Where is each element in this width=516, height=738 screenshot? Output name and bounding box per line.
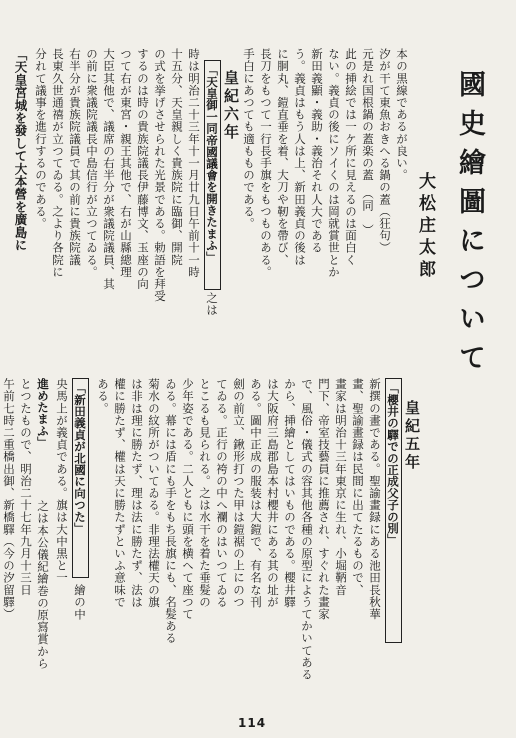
text-column: 元是れ国根鍋の蓋楽の蓋 （同 ） <box>361 48 375 236</box>
text-column: ゐる。幕には盾にも手をもち長旗にも、名髪ある <box>164 378 178 645</box>
text-column: 新撰の畫である。聖諭畫録にある池田長秋華 <box>368 378 382 620</box>
text-column: 十五分、天皇親しく貴族院に臨御、開院 <box>170 48 184 266</box>
text-column: 少年姿である。二人ともに頭を横へて座つて <box>181 378 195 620</box>
text-column: 央馬上が義貞である。旗は大中黒と一 <box>55 378 69 584</box>
page-number: 114 <box>238 716 267 730</box>
text-column: から、挿繪としてはいものである。櫻井驛 <box>283 378 297 608</box>
text-column: 繪の中 <box>73 584 87 621</box>
text-column: 大臣其他で、議席の右半分が衆議院議員、其 <box>102 48 116 290</box>
caption-heading: 「櫻井の驛での正成父子の別」 <box>386 382 400 546</box>
text-column: は非は理に勝たず、理は法に勝たず、法は <box>130 378 144 608</box>
article-title: 國史繪圖について <box>454 70 485 382</box>
text-column: するのは時の貴族院議長伊藤博文、玉座の向 <box>136 48 150 290</box>
text-column: 劍の前立、鍬形打つた甲は鎧裾の上にのつ <box>232 378 246 608</box>
caption-heading: 進めたまふ」 <box>36 378 50 449</box>
text-column: の式を挙げさせられた光景である。勅語を拜受 <box>153 48 167 303</box>
caption-heading: 「天皇御一同帝國議會を開きたまふ」 <box>205 64 219 263</box>
text-column: 新田義顯・義助・義治それ人大である <box>310 48 324 254</box>
text-column: 之は本公儀紀繪巻の原寫賞から <box>36 500 50 670</box>
text-column: の前に衆議院議長中島信行が立つてゐる。 <box>85 48 99 278</box>
caption-heading: 「天皇宮城を發して大本營を廣島に <box>13 48 28 252</box>
text-column: 菊水の紋所がついてゐる。非理法權天の旗 <box>147 378 161 608</box>
text-column: 長刀をもつて一行長手旗をもつものある。 <box>259 48 273 278</box>
text-column: に胴丸、鎧直垂を着、大刀や靭を帶び、 <box>276 48 290 266</box>
text-column: 汐が干て東魚おきへる鍋の蓋（狂句） <box>378 48 392 254</box>
section-heading: 皇紀六年 <box>222 70 240 142</box>
text-column: ない。義貞の後にソイくのは岡就賞世とか <box>327 48 341 278</box>
text-column: 之は <box>205 292 219 317</box>
author-name: 大松庄太郎 <box>415 172 435 282</box>
text-column: 手白にあつても適もものである。 <box>242 48 256 230</box>
caption-heading: 「新田義貞が北國に向つた」 <box>73 382 87 535</box>
text-column: 長東久世通禧が立つてゐる。之より各院に <box>51 48 65 278</box>
text-column: 午前七時二重橋出御、新橋驛（今の汐留驛） <box>2 378 16 620</box>
text-column: てゐる。正行の袴の中へ襴のはいつてゐる <box>215 378 229 608</box>
text-column: 此の挿絵では一ケ所に見えるのは面白く <box>344 48 358 266</box>
text-column: ある。圖中正成の服装は大鎧で、有名な刊 <box>249 378 263 608</box>
text-column: とつたもので、明治二十七年九月十三日 <box>19 378 33 596</box>
text-column: で、風俗・儀式の容其他各種の原型にようてかいてある <box>300 378 314 681</box>
text-column: 本の黒線であるが良い。 <box>395 48 409 182</box>
text-column: 右半分が貴族院議員で其の前に貴族院議 <box>68 48 82 266</box>
text-column: 畫、聖諭畫録は民間に出てたるもので、 <box>351 378 365 596</box>
text-column: 門下、帝室技藝員に推薦され、すぐれた畫家 <box>317 378 331 620</box>
text-column: とこるも見られる。之は水干を着た垂髮の <box>198 378 212 608</box>
text-column: 分れて議事を進行するのである。 <box>34 48 48 230</box>
text-column: は大阪府三島郡島本村櫻井にある其の址が <box>266 378 280 608</box>
text-column: 畫家は明治十三年東京に生れ、小堀鞆音 <box>334 378 348 596</box>
text-column: 時は明治二十三年十一月廿九日午前十一時 <box>187 48 201 278</box>
text-column: う。義貞はもう人は上、新田義貞の後は <box>293 48 307 266</box>
text-column: ある。 <box>96 378 110 415</box>
text-column: つて右が東宮・親王其他で、右が山縣總理 <box>119 48 133 278</box>
section-heading: 皇紀五年 <box>403 400 421 472</box>
text-column: 權に勝たず、權は天に勝たずといふ意味で <box>113 378 127 608</box>
